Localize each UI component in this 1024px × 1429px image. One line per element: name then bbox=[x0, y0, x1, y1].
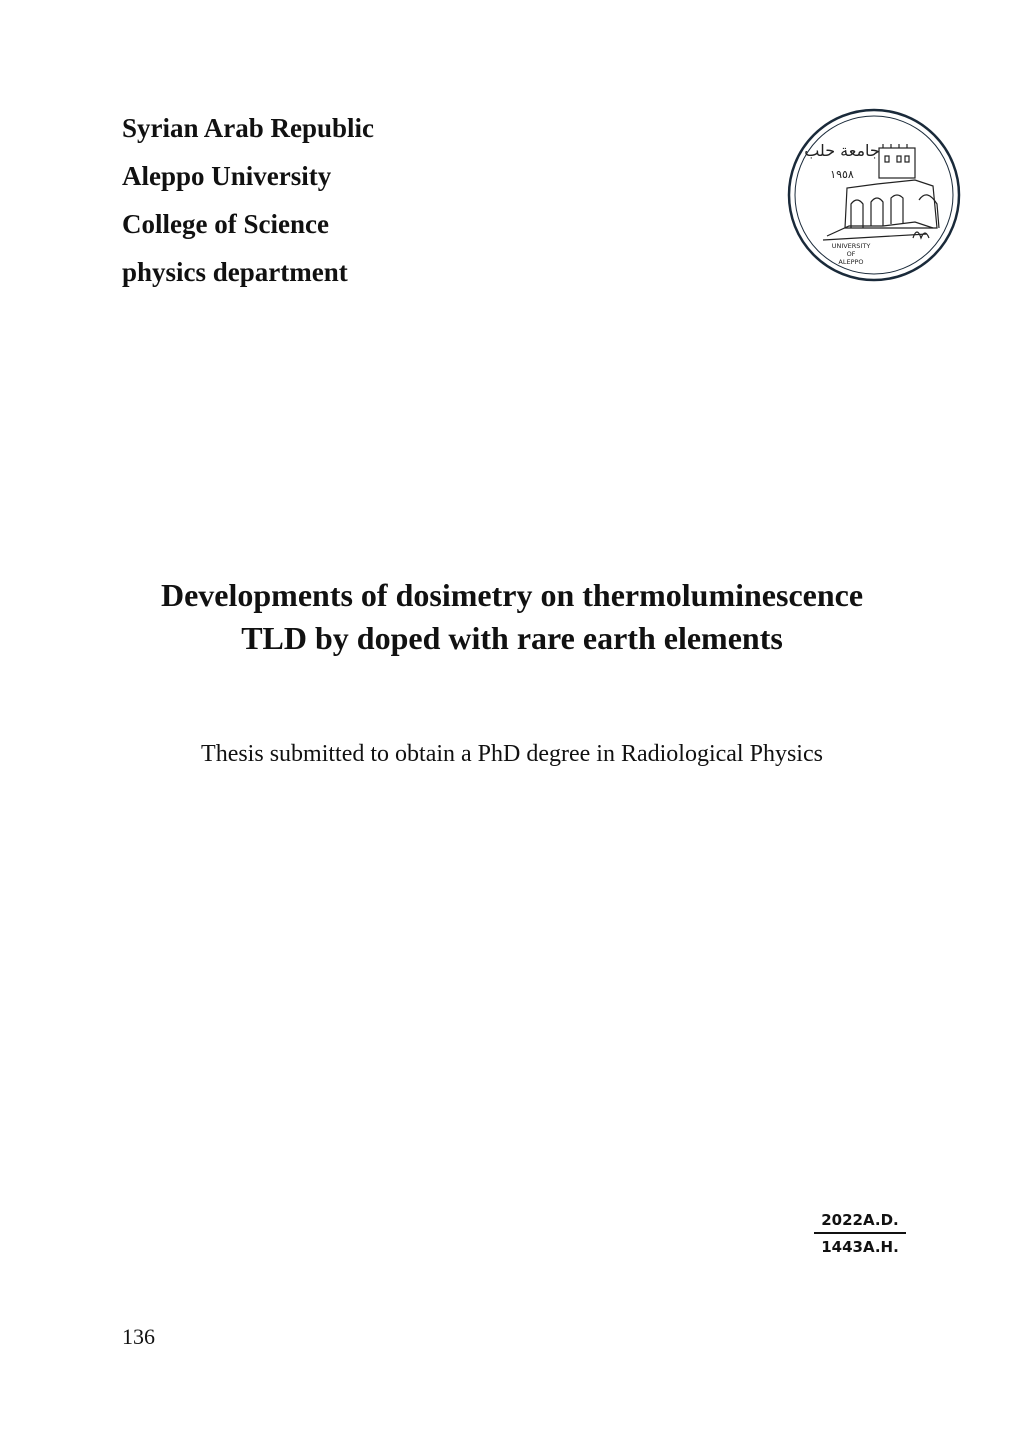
seal-english-line2: OF bbox=[846, 250, 856, 258]
department-name: physics department bbox=[122, 257, 348, 287]
institution-header bbox=[122, 104, 374, 296]
thesis-subtitle: Thesis submitted to obtain a PhD degree in Radiological Physics bbox=[201, 741, 823, 767]
date-block bbox=[812, 1211, 908, 1256]
seal-arabic-name: جامعة حلب bbox=[804, 141, 880, 160]
date-ah: 1443A.H. bbox=[821, 1238, 899, 1256]
page-number: 136 bbox=[122, 1324, 155, 1349]
seal-english-line1: UNIVERSITY bbox=[831, 242, 871, 250]
seal-arabic-year: ١٩٥٨ bbox=[830, 168, 854, 181]
title-line-2: TLD by doped with rare earth elements bbox=[241, 620, 783, 656]
title-line-1: Developments of dosimetry on thermoluminescence bbox=[160, 577, 864, 613]
university-name: Aleppo University bbox=[122, 161, 332, 191]
college-name: College of Science bbox=[122, 209, 329, 239]
university-seal-icon bbox=[787, 108, 961, 282]
thesis-title bbox=[0, 574, 1024, 660]
country-name: Syrian Arab Republic bbox=[122, 113, 375, 143]
seal-english-line3: ALEPPO bbox=[838, 258, 864, 266]
date-ad: 2022A.D. bbox=[821, 1211, 899, 1229]
